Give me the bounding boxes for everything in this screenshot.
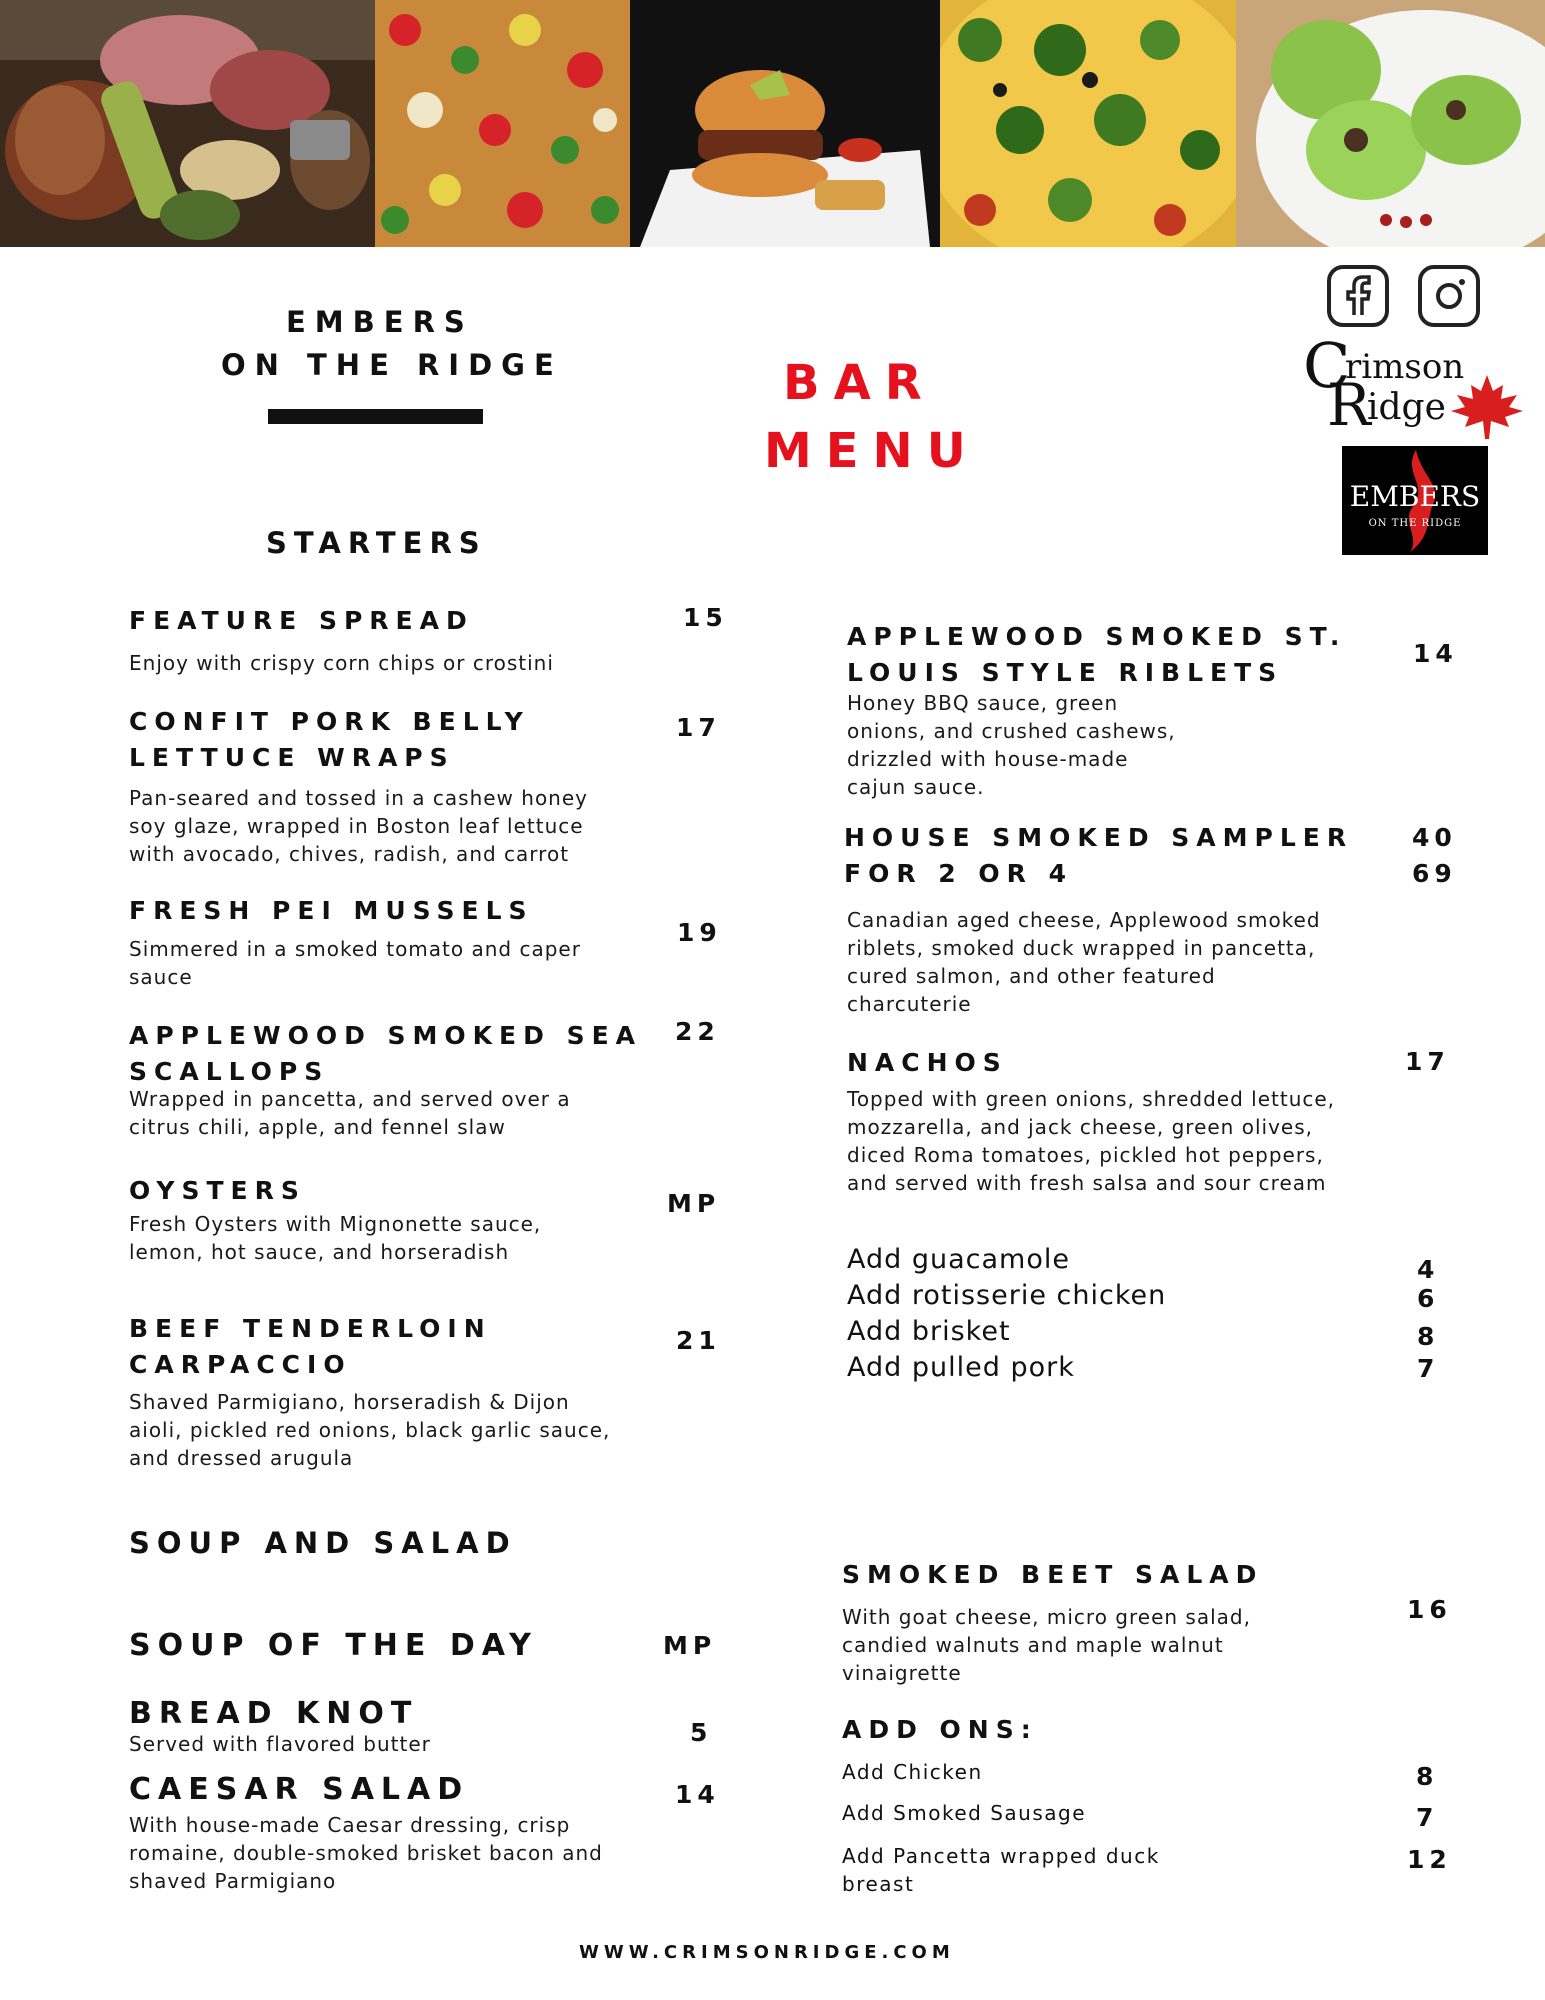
item-name-sampler-line-2: FOR 2 OR 4 xyxy=(844,859,1073,888)
nacho-addon-guacamole: Add guacamole xyxy=(847,1244,1070,1275)
item-name-sampler-line-1: HOUSE SMOKED SAMPLER xyxy=(844,823,1354,852)
crimson-logo-c: C xyxy=(1303,329,1351,402)
item-name-soup-of-the-day: SOUP OF THE DAY xyxy=(129,1628,538,1663)
item-name-riblets-line-1: APPLEWOOD SMOKED ST. xyxy=(847,622,1347,651)
embers-logo-word: EMBERS xyxy=(1349,480,1481,513)
nacho-addon-guacamole-price: 4 xyxy=(1417,1255,1440,1284)
lettuce-wraps-photo xyxy=(1236,0,1545,247)
item-desc-smoked-beet-salad: With goat cheese, micro green salad, candied walnuts and maple walnut vinaigrette xyxy=(842,1605,1251,1685)
nacho-addon-brisket-price: 8 xyxy=(1417,1322,1440,1351)
item-price-carpaccio: 21 xyxy=(676,1326,721,1355)
item-name-oysters: OYSTERS xyxy=(129,1176,306,1205)
salad-addon-smoked-sausage-price: 7 xyxy=(1416,1803,1439,1832)
item-name-scallops-line-1: APPLEWOOD SMOKED SEA xyxy=(129,1021,643,1050)
item-desc-pork-belly: Pan-seared and tossed in a cashew honey soy glaze, wrapped in Boston leaf lettuce with avocado, chives, radish, and carrot xyxy=(129,786,588,866)
item-price-oysters: MP xyxy=(667,1189,721,1218)
facebook-icon[interactable] xyxy=(1327,265,1389,327)
item-name-caesar-salad: CAESAR SALAD xyxy=(129,1772,470,1807)
item-name-pork-belly-line-1: CONFIT PORK BELLY xyxy=(129,707,530,736)
item-name-feature-spread: FEATURE SPREAD xyxy=(129,606,474,635)
item-price-sampler-for-2: 40 xyxy=(1412,823,1457,852)
menu-title-line-2: MENU xyxy=(764,423,980,479)
item-desc-bread-knot: Served with flavored butter xyxy=(129,1732,431,1756)
brand-line-2: ON THE RIDGE xyxy=(221,348,563,382)
burger-photo xyxy=(630,0,940,247)
item-price-smoked-beet-salad: 16 xyxy=(1407,1595,1452,1624)
brand-divider xyxy=(268,409,483,424)
item-desc-mussels: Simmered in a smoked tomato and caper sauce xyxy=(129,937,581,989)
item-name-bread-knot: BREAD KNOT xyxy=(129,1696,419,1731)
nacho-addon-brisket: Add brisket xyxy=(847,1316,1011,1347)
item-price-bread-knot: 5 xyxy=(690,1718,713,1747)
charcuterie-board-photo xyxy=(0,0,375,247)
soup-salad-heading: SOUP AND SALAD xyxy=(129,1526,517,1560)
item-name-pork-belly-line-2: LETTUCE WRAPS xyxy=(129,743,455,772)
nachos-photo xyxy=(375,0,630,247)
salad-addon-pancetta-duck-price: 12 xyxy=(1407,1845,1452,1874)
item-name-nachos: NACHOS xyxy=(847,1048,1008,1077)
item-desc-carpaccio: Shaved Parmigiano, horseradish & Dijon aioli, pickled red onions, black garlic sauce, and dressed arugula xyxy=(129,1390,611,1470)
item-desc-riblets: Honey BBQ sauce, green onions, and crushed cashews, drizzled with house-made cajun sauce. xyxy=(847,691,1176,799)
pizza-photo xyxy=(940,0,1236,247)
item-name-carpaccio-line-1: BEEF TENDERLOIN xyxy=(129,1314,492,1343)
nacho-addon-rotisserie-chicken-price: 6 xyxy=(1417,1284,1440,1313)
item-price-pork-belly: 17 xyxy=(676,713,721,742)
item-name-mussels: FRESH PEI MUSSELS xyxy=(129,896,534,925)
salad-addon-chicken: Add Chicken xyxy=(842,1760,983,1784)
ridge-logo-text: idge xyxy=(1367,387,1446,428)
item-price-caesar-salad: 14 xyxy=(675,1780,720,1809)
item-desc-nachos: Topped with green onions, shredded lettuce, mozzarella, and jack cheese, green olives, diced Roma tomatoes, pickled hot peppers, and served with fresh salsa and sour cream xyxy=(847,1087,1336,1195)
item-price-scallops: 22 xyxy=(675,1017,720,1046)
embers-logo xyxy=(1342,446,1488,555)
item-desc-scallops: Wrapped in pancetta, and served over a citrus chili, apple, and fennel slaw xyxy=(129,1087,571,1139)
starters-heading: STARTERS xyxy=(266,526,487,560)
item-name-carpaccio-line-2: CARPACCIO xyxy=(129,1350,352,1379)
crimson-ridge-logo xyxy=(1303,329,1525,440)
item-price-sampler-for-4: 69 xyxy=(1412,859,1457,888)
item-desc-caesar-salad: With house-made Caesar dressing, crisp romaine, double-smoked brisket bacon and shaved Parmigiano xyxy=(129,1813,603,1893)
item-desc-oysters: Fresh Oysters with Mignonette sauce, lemon, hot sauce, and horseradish xyxy=(129,1212,542,1264)
item-name-riblets-line-2: LOUIS STYLE RIBLETS xyxy=(847,658,1284,687)
addons-heading: ADD ONS: xyxy=(842,1715,1038,1744)
maple-leaf-icon xyxy=(1451,375,1523,439)
nacho-addon-pulled-pork: Add pulled pork xyxy=(847,1352,1075,1383)
item-price-riblets: 14 xyxy=(1413,639,1458,668)
crimson-logo-text: rimson xyxy=(1345,347,1465,387)
menu-title-line-1: BAR xyxy=(783,355,936,411)
salad-addon-chicken-price: 8 xyxy=(1416,1762,1439,1791)
salad-addon-pancetta-duck: Add Pancetta wrapped duck breast xyxy=(842,1844,1160,1896)
item-name-smoked-beet-salad: SMOKED BEET SALAD xyxy=(842,1560,1264,1589)
ridge-logo-r: R xyxy=(1327,371,1371,439)
embers-logo-subtitle: ON THE RIDGE xyxy=(1368,518,1462,529)
item-price-soup-of-the-day: MP xyxy=(663,1631,717,1660)
instagram-icon[interactable] xyxy=(1418,265,1480,327)
footer-website: WWW.CRIMSONRIDGE.COM xyxy=(579,1942,955,1963)
item-name-scallops-line-2: SCALLOPS xyxy=(129,1057,330,1086)
item-price-feature-spread: 15 xyxy=(683,603,728,632)
salad-addon-smoked-sausage: Add Smoked Sausage xyxy=(842,1801,1087,1825)
item-desc-sampler: Canadian aged cheese, Applewood smoked riblets, smoked duck wrapped in pancetta, cured salmon, and other featured charcuterie xyxy=(847,908,1321,1016)
item-price-nachos: 17 xyxy=(1405,1047,1450,1076)
nacho-addon-rotisserie-chicken: Add rotisserie chicken xyxy=(847,1280,1167,1311)
nacho-addon-pulled-pork-price: 7 xyxy=(1417,1354,1440,1383)
item-desc-feature-spread: Enjoy with crispy corn chips or crostini xyxy=(129,651,554,675)
brand-line-1: EMBERS xyxy=(286,305,474,339)
item-price-mussels: 19 xyxy=(677,918,722,947)
